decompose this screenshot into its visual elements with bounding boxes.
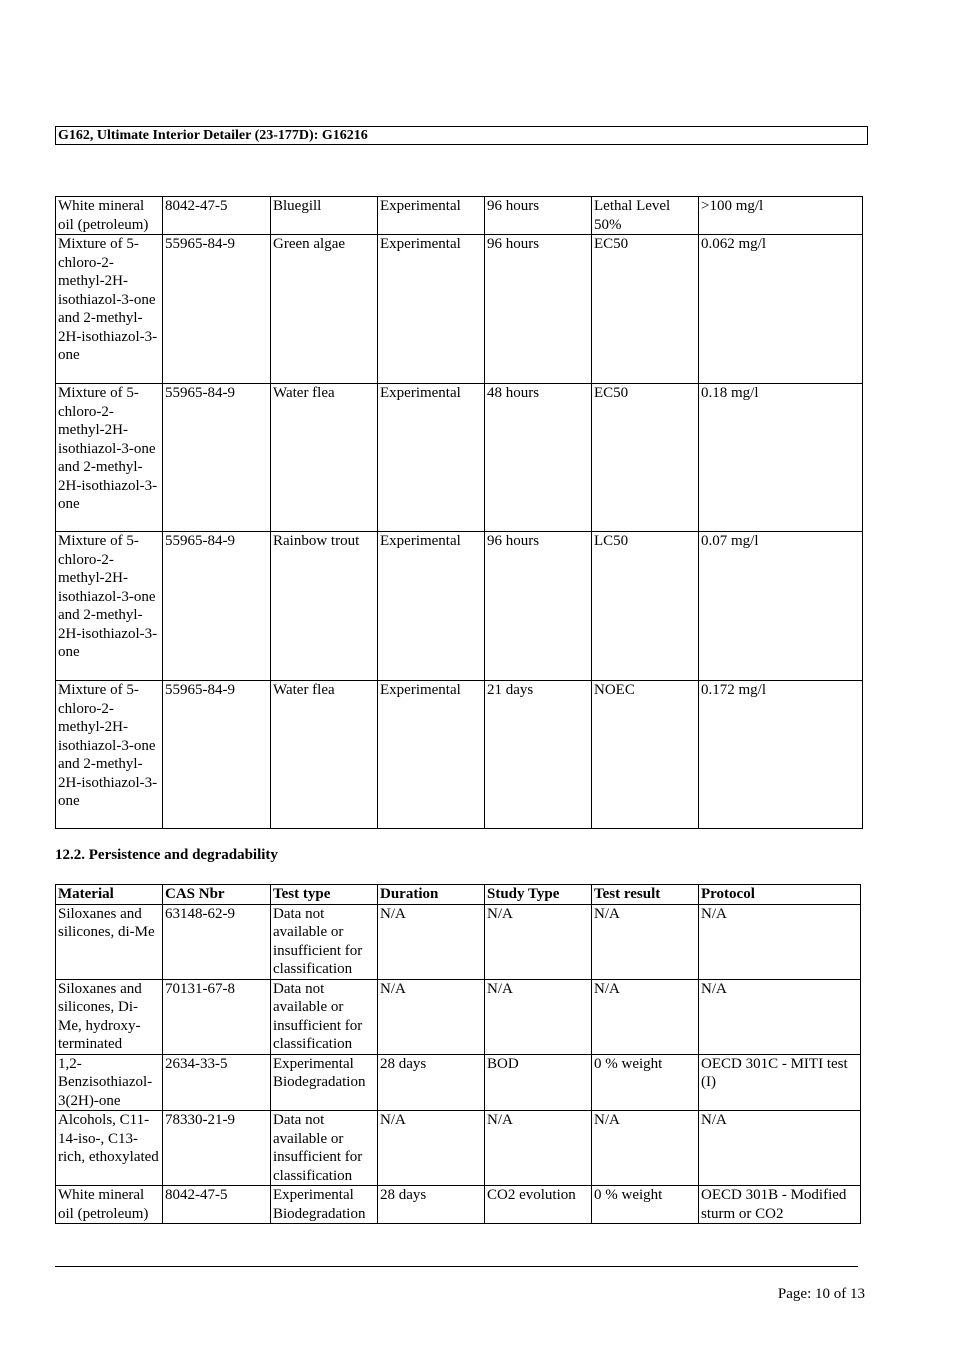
table-cell: Siloxanes and silicones, di-Me <box>56 904 163 979</box>
table-cell: White mineral oil (petroleum) <box>56 197 163 235</box>
table-cell: Mixture of 5-chloro-2-methyl-2H-isothiazol-3-one and 2-methyl-2H-isothiazol-3-one <box>56 235 163 384</box>
table-cell: 0 % weight <box>592 1186 699 1224</box>
column-header: CAS Nbr <box>163 885 271 905</box>
table-cell: N/A <box>378 1111 485 1186</box>
table-cell: 96 hours <box>485 235 592 384</box>
table-cell: Mixture of 5-chloro-2-methyl-2H-isothiazol-3-one and 2-methyl-2H-isothiazol-3-one <box>56 681 163 829</box>
table-cell: >100 mg/l <box>699 197 863 235</box>
table-cell: 96 hours <box>485 532 592 681</box>
column-header: Study Type <box>485 885 592 905</box>
table-cell: N/A <box>485 1111 592 1186</box>
table-cell: Mixture of 5-chloro-2-methyl-2H-isothiazol-3-one and 2-methyl-2H-isothiazol-3-one <box>56 384 163 532</box>
table-cell: OECD 301B - Modified sturm or CO2 <box>699 1186 861 1224</box>
table-cell: Experimental Biodegradation <box>271 1186 378 1224</box>
table-cell: LC50 <box>592 532 699 681</box>
table-cell: Experimental <box>378 532 485 681</box>
table-cell: Data not available or insufficient for classification <box>271 904 378 979</box>
table-cell: N/A <box>485 979 592 1054</box>
table-cell: 1,2-Benzisothiazol-3(2H)-one <box>56 1054 163 1111</box>
table-cell: Experimental <box>378 197 485 235</box>
table-cell: Data not available or insufficient for classification <box>271 979 378 1054</box>
table-cell: Alcohols, C11-14-iso-, C13-rich, ethoxylated <box>56 1111 163 1186</box>
table-cell: 70131-67-8 <box>163 979 271 1054</box>
table-cell: 0.172 mg/l <box>699 681 863 829</box>
table-cell: BOD <box>485 1054 592 1111</box>
table-cell: 55965-84-9 <box>163 532 271 681</box>
table-cell: 48 hours <box>485 384 592 532</box>
table-row <box>56 904 861 979</box>
table-cell: 8042-47-5 <box>163 1186 271 1224</box>
table-cell: 28 days <box>378 1186 485 1224</box>
table-cell: 0.062 mg/l <box>699 235 863 384</box>
table-cell: 0.18 mg/l <box>699 384 863 532</box>
table-cell: Lethal Level 50% <box>592 197 699 235</box>
column-header: Test result <box>592 885 699 905</box>
table-cell: N/A <box>485 904 592 979</box>
column-header: Material <box>56 885 163 905</box>
table-cell: 2634-33-5 <box>163 1054 271 1111</box>
table-cell: N/A <box>699 1111 861 1186</box>
table-cell: N/A <box>699 904 861 979</box>
table-row <box>56 979 861 1054</box>
table-cell: 0.07 mg/l <box>699 532 863 681</box>
table-cell: Experimental <box>378 681 485 829</box>
table-cell: N/A <box>699 979 861 1054</box>
table-header-row <box>56 885 861 905</box>
document-header: G162, Ultimate Interior Detailer (23-177D): G16216 <box>55 126 868 145</box>
table-cell: Water flea <box>271 384 378 532</box>
column-header: Protocol <box>699 885 861 905</box>
table-cell: Mixture of 5-chloro-2-methyl-2H-isothiazol-3-one and 2-methyl-2H-isothiazol-3-one <box>56 532 163 681</box>
table-cell: EC50 <box>592 384 699 532</box>
table-cell: N/A <box>378 979 485 1054</box>
table-row <box>56 235 863 384</box>
table-row <box>56 1054 861 1111</box>
table-cell: N/A <box>378 904 485 979</box>
table-cell: 21 days <box>485 681 592 829</box>
table-cell: Water flea <box>271 681 378 829</box>
table-cell: 28 days <box>378 1054 485 1111</box>
table-cell: Experimental <box>378 235 485 384</box>
page-number: Page: 10 of 13 <box>777 1286 865 1302</box>
table-cell: EC50 <box>592 235 699 384</box>
section-title: 12.2. Persistence and degradability <box>55 847 278 863</box>
table-cell: Data not available or insufficient for classification <box>271 1111 378 1186</box>
table-cell: 55965-84-9 <box>163 681 271 829</box>
table-cell: 55965-84-9 <box>163 235 271 384</box>
table-cell: Siloxanes and silicones, Di-Me, hydroxy-terminated <box>56 979 163 1054</box>
table-cell: NOEC <box>592 681 699 829</box>
table-cell: 8042-47-5 <box>163 197 271 235</box>
table-cell: Rainbow trout <box>271 532 378 681</box>
ecotoxicity-table <box>55 196 863 829</box>
table-cell: N/A <box>592 904 699 979</box>
degradability-table <box>55 884 861 1224</box>
table-cell: 96 hours <box>485 197 592 235</box>
table-cell: OECD 301C - MITI test (I) <box>699 1054 861 1111</box>
table-row <box>56 1111 861 1186</box>
table-cell: N/A <box>592 979 699 1054</box>
table-cell: 78330-21-9 <box>163 1111 271 1186</box>
column-header: Test type <box>271 885 378 905</box>
table-cell: CO2 evolution <box>485 1186 592 1224</box>
table-row <box>56 384 863 532</box>
table-cell: Experimental <box>378 384 485 532</box>
table-cell: White mineral oil (petroleum) <box>56 1186 163 1224</box>
table-row <box>56 1186 861 1224</box>
table-cell: Bluegill <box>271 197 378 235</box>
table-cell: 0 % weight <box>592 1054 699 1111</box>
table-row <box>56 681 863 829</box>
table-cell: Green algae <box>271 235 378 384</box>
table-cell: Experimental Biodegradation <box>271 1054 378 1111</box>
table-cell: 63148-62-9 <box>163 904 271 979</box>
table-cell: N/A <box>592 1111 699 1186</box>
table-cell: 55965-84-9 <box>163 384 271 532</box>
column-header: Duration <box>378 885 485 905</box>
table-row <box>56 532 863 681</box>
table-row <box>56 197 863 235</box>
footer-divider <box>55 1266 858 1267</box>
